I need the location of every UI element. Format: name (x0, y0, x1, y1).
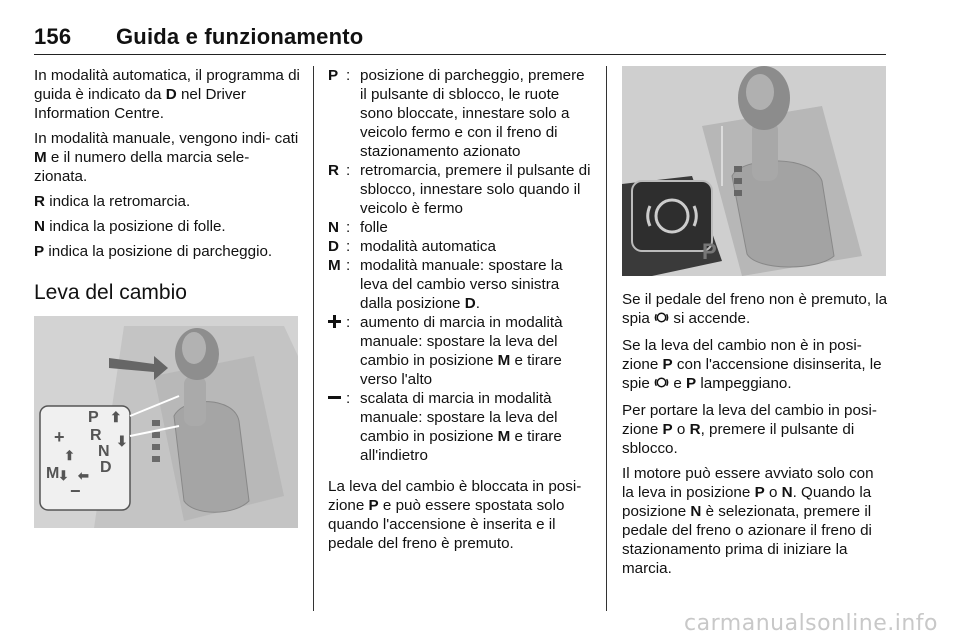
legend-separator: : (346, 257, 351, 274)
paragraph-not-p: Se la leva del cambio non è in posi- zione P con l'accensione disinserita, le spie e P lampeggiano. (622, 336, 888, 395)
brake-warning-icon (654, 375, 669, 395)
brake-indicator-illustration (622, 66, 886, 276)
minus-icon (328, 389, 346, 465)
legend-key: P (328, 67, 339, 84)
legend-text: posizione di parcheggio, premere il pulsante di sblocco, le ruote sono bloccate, innestare solo a veicolo fermo e con il freno di stazionamento azionato (360, 67, 585, 160)
plus-icon (328, 313, 346, 389)
legend-text: retromarcia, premere il pulsante di sblocco, innestare solo quando il veicolo è fermo (360, 162, 591, 217)
gear-lever-photo (34, 316, 298, 528)
arrow-left-icon: ⬅ (78, 468, 89, 483)
legend-separator: : (346, 162, 351, 179)
page-number: 156 (34, 24, 72, 49)
legend-text: aumento di marcia in modalità manuale: spostare la leva del cambio in posizione M e tirare verso l'alto (360, 314, 563, 388)
legend-key: M (328, 257, 341, 274)
legend-separator: : (346, 390, 351, 407)
page-title: Guida e funzionamento (116, 24, 364, 49)
paragraph-brake: Se il pedale del freno non è premuto, la spia si accende. (622, 290, 888, 330)
legend-text: scalata di marcia in modalità manuale: spostare la leva del cambio in posizione M e tirare all'indietro (360, 390, 562, 464)
legend-row (328, 389, 592, 465)
gear-diagram: P R N D + M − ⬆ ⬇ ⬆ ⬅ ⬇ (46, 409, 128, 501)
brake-indicator-photo (622, 66, 886, 276)
legend-text: folle (360, 219, 388, 236)
section-title: Leva del cambio (34, 281, 187, 304)
legend-row (328, 161, 592, 218)
column-left (34, 66, 300, 528)
watermark: carmanualsonline.info (684, 611, 938, 636)
arrow-down-icon: ⬇ (58, 468, 69, 483)
arrow-up-icon: ⬆ (110, 409, 122, 425)
column-divider (606, 66, 607, 611)
legend-row (328, 237, 592, 256)
paragraph-auto-mode: In modalità automatica, il programma di guida è indicato da D nel Driver Information Centre. (34, 67, 300, 122)
paragraph-manual-mode: In modalità manuale, vengono indi- cati M e il numero della marcia sele- zionata. (34, 130, 299, 185)
legend-row (328, 218, 592, 237)
legend-row (328, 313, 592, 389)
column-right (622, 66, 888, 584)
brake-warning-icon (654, 310, 669, 330)
column-middle (328, 66, 592, 559)
legend-separator: : (346, 238, 351, 255)
paragraph-p: P indica la posizione di parcheggio. (34, 243, 273, 260)
arrow-up-icon: ⬆ (64, 448, 75, 463)
legend-row (328, 66, 592, 161)
paragraph-engine-start: Il motore può essere avviato solo con la leva in posizione P o N. Quando la posizione N è selezionata, premere il pedale del freno o azionare il freno di stazionamento prima di iniziare la marcia. (622, 465, 874, 577)
paragraph-lock: La leva del cambio è bloccata in posi- zione P e può essere spostata solo quando l'accensione è inserita e il pedale del freno è premuto. (328, 478, 582, 552)
legend-separator: : (346, 219, 351, 236)
legend-key: N (328, 219, 339, 236)
gear-legend (328, 66, 592, 465)
legend-separator: : (346, 314, 351, 331)
arrow-down-icon: ⬇ (116, 433, 128, 449)
column-divider (313, 66, 314, 611)
legend-separator: : (346, 67, 351, 84)
legend-key: R (328, 162, 339, 179)
legend-text: modalità automatica (360, 238, 496, 255)
photo-letter: P (702, 239, 717, 264)
paragraph-r: R indica la retromarcia. (34, 193, 191, 210)
paragraph-unlock: Per portare la leva del cambio in posi- zione P o R, premere il pulsante di sblocco. (622, 402, 877, 457)
legend-key: D (328, 238, 339, 255)
paragraph-n: N indica la posizione di folle. (34, 218, 226, 235)
page-header (34, 24, 886, 55)
legend-row (328, 256, 592, 313)
legend-text: modalità manuale: spostare la leva del cambio verso sinistra dalla posizione D. (360, 257, 563, 312)
